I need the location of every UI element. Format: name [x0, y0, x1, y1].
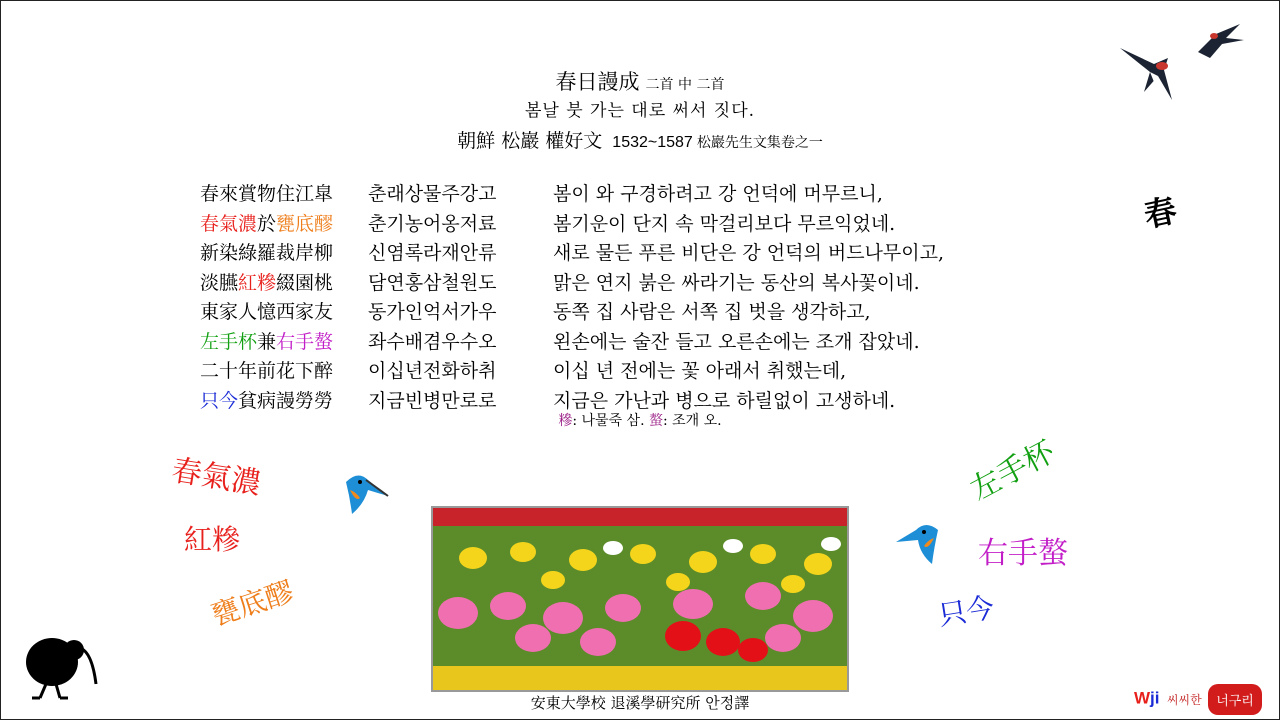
kingfisher-icon — [894, 518, 946, 566]
poem-hanja-segment: 新染綠羅裁岸柳 — [200, 242, 334, 264]
poem-translation: 동쪽 집 사람은 서쪽 집 벗을 생각하고, — [553, 301, 871, 323]
poem-body — [200, 180, 944, 416]
calligraphy-seal: 春 — [1140, 191, 1181, 235]
poem-reading: 좌수배겸우수오 — [368, 330, 497, 353]
poem-reading: 동가인억서가우 — [368, 301, 497, 323]
poem-line — [200, 328, 944, 358]
poem-translation: 맑은 연지 붉은 싸라기는 동산의 복사꽃이네. — [553, 271, 920, 294]
poem-hanja-segment: 甕底醪 — [276, 212, 334, 235]
poem-hanja-segment: 左手杯 — [200, 330, 258, 353]
title-main: 春日謾成 — [555, 70, 640, 94]
author-line — [0, 126, 1280, 153]
poem-reading: 춘래상물주강고 — [368, 183, 497, 205]
poem-hanja-segment: 春來賞物住江皐 — [200, 183, 334, 205]
poem-reading: 춘기농어옹저료 — [368, 212, 497, 235]
floating-word: 春氣濃 — [169, 453, 264, 502]
poem-hanja — [200, 210, 368, 240]
author-years: 1532~1587 — [612, 134, 693, 151]
logo-small-text: 씨씨한 — [1166, 692, 1202, 707]
poem-hanja-segment: 右手螯 — [276, 330, 334, 353]
floating-word: 右手螯 — [978, 536, 1068, 571]
note-word-1: 糝 — [558, 413, 573, 429]
note-text-2: : 조개 오. — [662, 413, 722, 429]
kingfisher-icon — [338, 468, 392, 518]
poem-hanja — [200, 180, 368, 210]
poem-translation: 봄이 와 구경하려고 강 언덕에 머무르니, — [553, 183, 883, 205]
poem-hanja — [200, 298, 368, 328]
credit-line: 安東大學校 退溪學研究所 안정譯 — [530, 694, 750, 712]
poem-line — [200, 357, 944, 387]
poem-translation: 새로 물든 푸른 비단은 강 언덕의 버드나무이고, — [553, 242, 945, 264]
poem-hanja — [200, 269, 368, 299]
poem-hanja — [200, 357, 368, 387]
poem-translation: 봄기운이 단지 속 막걸리보다 무르익었네. — [553, 212, 896, 235]
swallow-icon — [1196, 22, 1246, 60]
floating-word: 甕底醪 — [207, 574, 298, 633]
logo-wji: Wji — [1134, 688, 1160, 708]
note-text-1: : 나물죽 삼. — [572, 413, 649, 429]
note-word-2: 螯 — [648, 413, 663, 429]
poem-translation: 왼손에는 술잔 들고 오른손에는 조개 잡았네. — [553, 330, 920, 353]
poem-hanja-segment: 只今 — [200, 389, 239, 412]
title-suffix: 二首 中 二首 — [645, 77, 725, 93]
poem-hanja-segment: 二十年前花下醉 — [200, 360, 334, 382]
poem-line — [200, 180, 944, 210]
channel-logo — [1134, 684, 1262, 715]
title-korean: 봄날 붓 가는 대로 써서 짓다. — [524, 101, 756, 121]
floating-word: 紅糝 — [184, 523, 241, 556]
floating-word: 左手杯 — [964, 434, 1061, 508]
logo-badge: 너구리 — [1208, 684, 1262, 715]
poem-hanja-segment: 綴園桃 — [276, 271, 334, 294]
poem-line — [200, 269, 944, 299]
poem-translation: 이십 년 전에는 꽃 아래서 취했는데, — [553, 360, 847, 382]
poem-hanja-segment: 東家人憶西家友 — [200, 301, 334, 323]
poem-reading: 신염록라재안류 — [368, 242, 497, 264]
poem-hanja-segment: 貧病謾勞勞 — [238, 389, 334, 412]
poem-hanja — [200, 239, 368, 269]
floating-word: 只今 — [935, 590, 997, 633]
author-name: 朝鮮 松巖 權好文 — [457, 130, 603, 152]
poem-hanja-segment: 兼 — [257, 330, 277, 353]
poem-hanja-segment: 於 — [257, 212, 277, 235]
poem-line — [200, 210, 944, 240]
tulip-photo — [431, 506, 849, 692]
poem-title — [0, 66, 1280, 96]
glossary-note — [0, 410, 1280, 430]
poem-hanja-segment: 淡臙 — [200, 271, 239, 294]
poem-line — [200, 239, 944, 269]
swallow-icon — [1118, 40, 1178, 102]
poem-hanja-segment: 春氣濃 — [200, 212, 258, 235]
source-book: 松巖先生文集卷之一 — [696, 135, 823, 151]
poem-line — [200, 298, 944, 328]
poem-reading: 담연홍삼철원도 — [368, 271, 497, 294]
poem-reading: 이십년전화하취 — [368, 360, 497, 382]
poem-hanja-segment: 紅糝 — [238, 271, 277, 294]
poem-reading: 지금빈병만로로 — [368, 389, 497, 412]
poem-translation: 지금은 가난과 병으로 하릴없이 고생하네. — [553, 389, 896, 412]
poem-hanja — [200, 328, 368, 358]
